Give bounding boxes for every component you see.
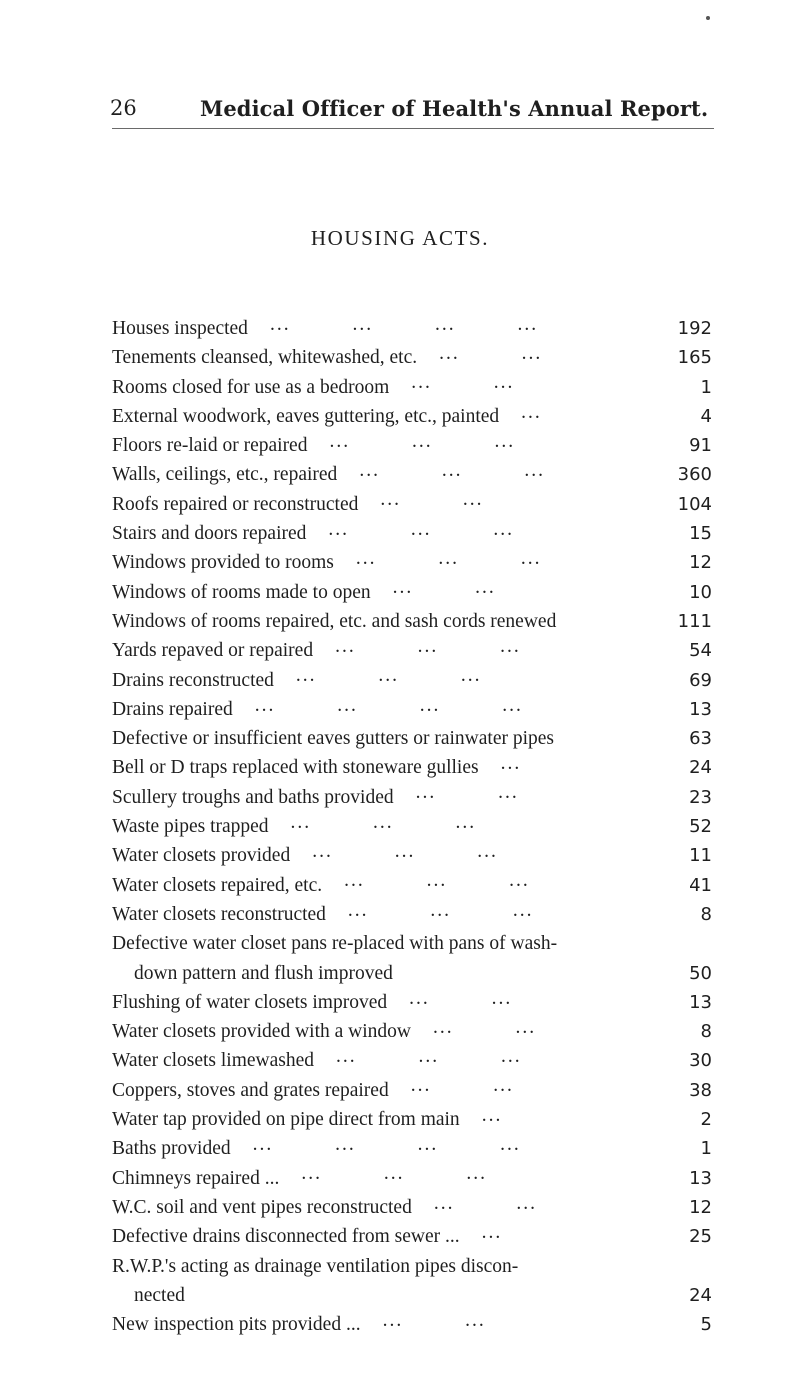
item-label-text: Drains reconstructed <box>112 669 274 691</box>
item-value: 5 <box>700 1314 712 1336</box>
item-label-text: External woodwork, eaves guttering, etc., painted <box>112 405 500 427</box>
list-item <box>112 1076 712 1105</box>
item-label <box>112 1193 652 1222</box>
list-item <box>112 1222 712 1251</box>
item-label-text: Walls, ceilings, etc., repaired <box>112 464 338 486</box>
item-label <box>112 929 652 988</box>
leader-dots: ... ... ... <box>355 548 542 570</box>
leader-dots: ... ... <box>380 489 484 511</box>
list-item <box>112 1193 712 1222</box>
leader-dots: ... <box>481 1221 503 1243</box>
item-label-continuation: nected <box>134 1284 185 1306</box>
item-label-text: W.C. soil and vent pipes reconstructed <box>112 1196 412 1218</box>
item-value: 63 <box>689 728 712 750</box>
item-value: 1 <box>700 1138 712 1160</box>
item-label-text: Water closets reconstructed <box>112 903 326 925</box>
item-label-text: R.W.P.'s acting as drainage ventilation pipes discon- <box>112 1255 519 1277</box>
item-value: 104 <box>677 493 712 515</box>
item-value: 38 <box>689 1079 712 1101</box>
item-label-text: Windows of rooms made to open <box>112 581 371 603</box>
item-value: 52 <box>689 816 712 838</box>
list-item <box>112 988 712 1017</box>
leader-dots: ... ... ... <box>295 665 482 687</box>
item-value: 1 <box>700 376 712 398</box>
item-label-text: Windows provided to rooms <box>112 552 334 574</box>
item-label-text: Drains repaired <box>112 698 233 720</box>
leader-dots: ... ... <box>432 1016 537 1038</box>
item-value: 25 <box>689 1226 712 1248</box>
leader-dots: ... ... <box>415 782 519 804</box>
item-value: 111 <box>677 610 712 632</box>
item-label-text: Water tap provided on pipe direct from main <box>112 1109 460 1131</box>
item-label <box>112 753 652 782</box>
item-label <box>112 1252 652 1311</box>
section-title: HOUSING ACTS. <box>310 226 490 250</box>
item-value: 24 <box>689 1284 712 1306</box>
item-value: 50 <box>689 962 712 984</box>
item-value: 8 <box>700 1021 712 1043</box>
item-label-continuation: down pattern and flush improved <box>134 962 393 984</box>
running-title: Medical Officer of Health's Annual Report. <box>200 96 709 121</box>
item-label <box>112 578 652 607</box>
item-label-text: New inspection pits provided ... <box>112 1314 361 1336</box>
item-label-text: Water closets limewashed <box>112 1050 315 1072</box>
item-value: 11 <box>689 845 712 867</box>
item-value: 12 <box>689 1196 712 1218</box>
item-label-text: Roofs repaired or reconstructed <box>112 493 359 515</box>
item-label-text: Stairs and doors repaired <box>112 523 307 545</box>
list-item <box>112 1164 712 1193</box>
print-speck <box>706 16 710 20</box>
leader-dots: ... ... <box>392 577 496 599</box>
item-value: 69 <box>689 669 712 691</box>
item-value: 8 <box>700 903 712 925</box>
item-label-text: Floors re-laid or repaired <box>112 435 308 457</box>
leader-dots: ... ... ... <box>336 1046 522 1068</box>
item-label-text: Defective water closet pans re-placed with pans of wash- <box>112 933 558 955</box>
leader-dots: ... ... ... <box>347 899 534 921</box>
item-label-text: Houses inspected <box>112 318 248 339</box>
item-label-text: Water closets repaired, etc. <box>112 874 323 896</box>
item-label <box>112 343 652 372</box>
list-item <box>112 578 712 607</box>
item-value: 13 <box>689 698 712 720</box>
item-label <box>112 724 652 753</box>
leader-dots: ... <box>521 401 542 423</box>
list-item <box>112 724 712 753</box>
item-label-text: Waste pipes trapped <box>112 816 269 838</box>
page-number: 26 <box>110 96 137 120</box>
list-item <box>112 900 712 929</box>
list-item <box>112 314 712 343</box>
item-label <box>112 1076 652 1105</box>
leader-dots: ... ... ... <box>344 870 530 892</box>
leader-dots: ... ... <box>433 1192 537 1214</box>
item-value: 360 <box>677 464 712 486</box>
item-value: 41 <box>689 874 712 896</box>
item-label <box>112 1222 652 1251</box>
item-value: 13 <box>689 991 712 1013</box>
item-value: 12 <box>689 552 712 574</box>
leader-dots: ... ... <box>410 1075 514 1097</box>
list-item <box>112 753 712 782</box>
item-value: 23 <box>689 786 712 808</box>
item-label-text: Scullery troughs and baths provided <box>112 786 394 808</box>
item-value: 4 <box>700 405 712 427</box>
item-value: 10 <box>689 581 712 603</box>
item-value: 165 <box>677 347 712 369</box>
leader-dots: ... ... <box>411 372 515 394</box>
leader-dots: ... ... <box>409 987 513 1009</box>
item-label-text: Baths provided <box>112 1138 231 1160</box>
item-label-text: Bell or D traps replaced with stoneware gullies <box>112 757 479 779</box>
item-value: 13 <box>689 1167 712 1189</box>
item-value: 2 <box>700 1109 712 1131</box>
item-label-text: Defective drains disconnected from sewer ... <box>112 1226 460 1248</box>
leader-dots: ... ... ... <box>359 460 545 482</box>
leader-dots: ... ... ... <box>301 1163 487 1185</box>
item-label-text: Flushing of water closets improved <box>112 991 388 1013</box>
housing-items-list <box>112 314 712 1339</box>
item-label-text: Windows of rooms repaired, etc. and sash cords renewed <box>112 610 557 632</box>
leader-dots: ... ... ... ... <box>269 313 539 335</box>
item-value: 24 <box>689 757 712 779</box>
leader-dots: ... ... ... <box>335 635 521 657</box>
leader-dots: ... ... <box>439 343 543 364</box>
item-label <box>112 988 652 1017</box>
leader-dots: ... ... ... <box>329 430 516 452</box>
list-item <box>112 695 712 724</box>
leader-dots: ... ... ... ... <box>252 1134 521 1156</box>
leader-dots: ... ... ... <box>290 811 477 833</box>
leader-dots: ... <box>500 753 522 775</box>
list-item <box>112 373 712 402</box>
item-value: 30 <box>689 1050 712 1072</box>
item-label-text: Water closets provided <box>112 845 291 867</box>
item-label-text: Defective or insufficient eaves gutters or rainwater pipes <box>112 728 555 750</box>
item-label-text: Rooms closed for use as a bedroom <box>112 376 390 398</box>
leader-dots: ... ... ... <box>312 841 498 863</box>
item-label-text: Tenements cleansed, whitewashed, etc. <box>112 347 418 369</box>
item-label-text: Chimneys repaired ... <box>112 1167 280 1189</box>
item-value: 91 <box>689 435 712 457</box>
leader-dots: ... ... ... ... <box>254 694 523 716</box>
item-label <box>112 373 652 402</box>
leader-dots: ... ... ... <box>328 518 515 540</box>
leader-dots: ... ... <box>382 1309 486 1331</box>
list-item <box>112 1252 712 1311</box>
item-label-text: Yards repaved or repaired <box>112 640 314 662</box>
item-value: 192 <box>677 318 712 339</box>
header-rule <box>112 128 714 129</box>
item-value: 54 <box>689 640 712 662</box>
item-label-text: Water closets provided with a window <box>112 1021 411 1043</box>
item-value: 15 <box>689 523 712 545</box>
list-item <box>112 1310 712 1339</box>
item-label-text: Coppers, stoves and grates repaired <box>112 1079 389 1101</box>
list-item <box>112 929 712 988</box>
leader-dots: ... <box>481 1104 503 1126</box>
